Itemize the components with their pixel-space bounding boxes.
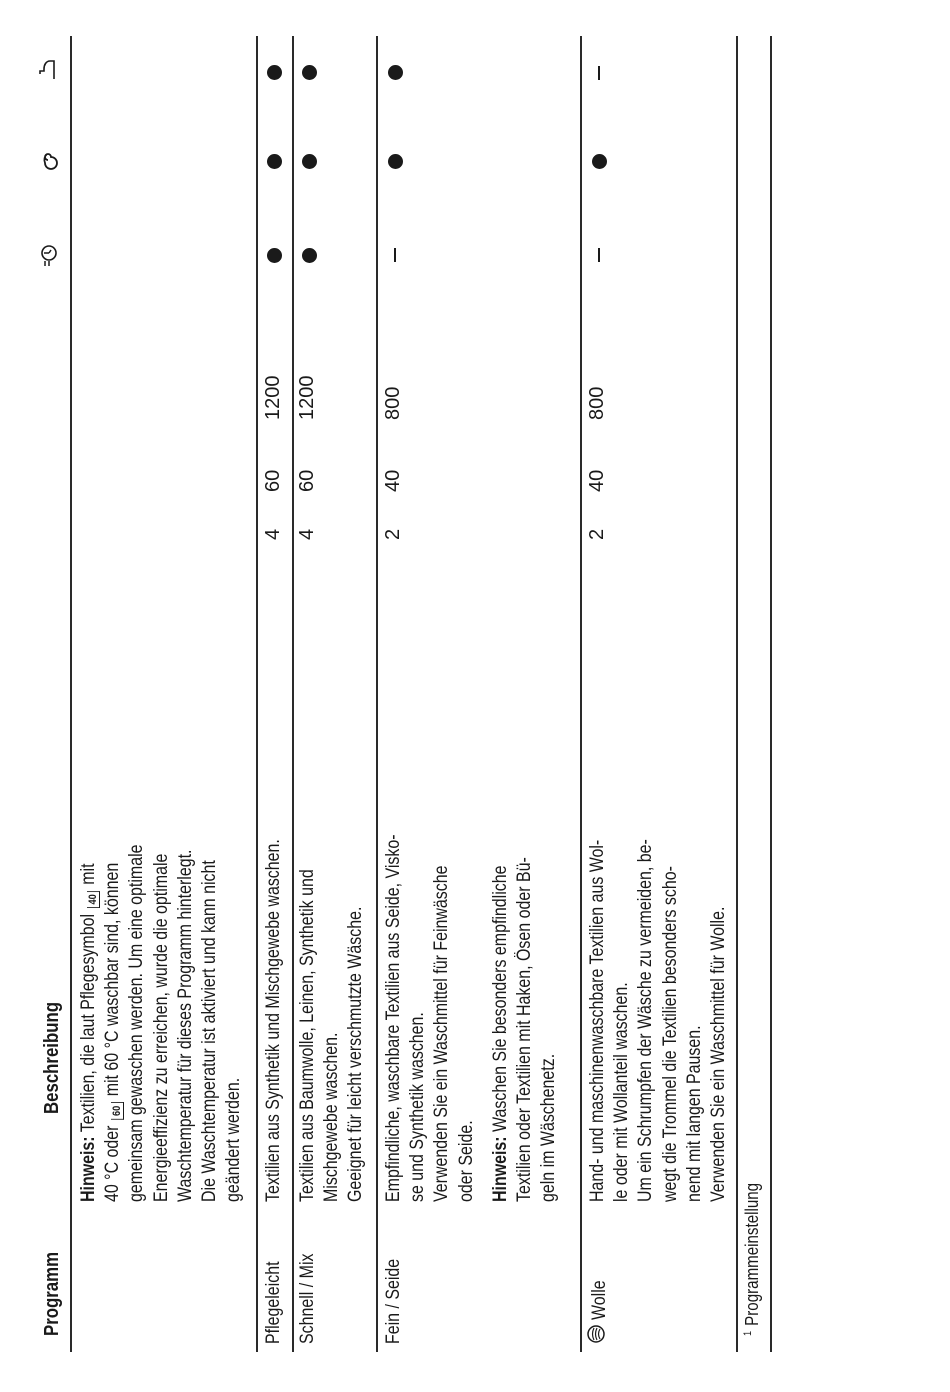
row-rule bbox=[736, 36, 738, 1352]
footnote-text: Programmeinstellung bbox=[742, 1182, 762, 1326]
program-description: Empfindliche, waschbare Textilien aus Seide, Visko- se und Synthetik waschen. Verwenden Sie ein Waschmittel für Feinwäsche oder Seide. Hinweis: Waschen Sie besonders empfindliche Textilien oder Textilien mit Haken, Ösen oder Bü- geln im Wäschenetz. bbox=[383, 834, 560, 1202]
spin-speed: 1200 bbox=[296, 375, 318, 420]
temperature: 40 bbox=[586, 469, 608, 492]
program-name-cell bbox=[586, 1273, 613, 1344]
program-description: Hand- und maschinenwaschbare Textilien aus Wol- le oder mit Wollanteil waschen. Um ein Schrumpfen der Wäsche zu vermeiden, be- wegt die Trommel die Textilien besonders scho- nend mit langen Pausen. Verwenden Sie ein Waschmittel für Wolle. bbox=[587, 839, 730, 1202]
max-load: 2 bbox=[382, 528, 404, 540]
iron-mark bbox=[388, 65, 403, 80]
wash-60-symbol: 60 bbox=[111, 1102, 124, 1119]
temperature: 60 bbox=[262, 469, 284, 492]
clock-mark bbox=[394, 248, 396, 262]
header-rule bbox=[70, 36, 72, 1352]
header-description: Beschreibung bbox=[41, 1001, 63, 1114]
footnote bbox=[742, 1183, 763, 1336]
note-label: Hinweis: bbox=[489, 1136, 511, 1202]
intro-note-label: Hinweis: bbox=[78, 1136, 99, 1202]
program-description: Textilien aus Baumwolle, Leinen, Synthetik und Mischgewebe waschen. Geeignet für leicht verschmutzte Wäsche. bbox=[297, 869, 367, 1202]
iron-mark bbox=[302, 65, 317, 80]
clock-mark bbox=[598, 248, 600, 262]
clock-mark bbox=[267, 248, 282, 263]
program-description: Textilien aus Synthetik und Mischgewebe waschen. bbox=[263, 839, 284, 1202]
temperature: 60 bbox=[296, 469, 318, 492]
max-load: 4 bbox=[262, 528, 284, 540]
spin-mark bbox=[388, 154, 403, 169]
header-program: Programm bbox=[41, 1251, 63, 1336]
iron-icon bbox=[36, 58, 65, 82]
clock-icon bbox=[36, 244, 65, 268]
spin-mark bbox=[302, 154, 317, 169]
wool-icon bbox=[586, 1324, 613, 1344]
iron-mark bbox=[267, 65, 282, 80]
max-load: 4 bbox=[296, 528, 318, 540]
row-rule bbox=[292, 36, 294, 1352]
bottom-rule bbox=[770, 36, 772, 1352]
row-rule bbox=[580, 36, 582, 1352]
spin-icon bbox=[36, 148, 65, 172]
iron-mark bbox=[598, 66, 600, 80]
spin-speed: 800 bbox=[382, 386, 404, 420]
intro-note: Hinweis: Textilien, die laut Pflegesymbol 40 mit 40 °C oder 60 mit 60 °C waschbar sind, können gemeinsam gewaschen werden. Um eine optimale Energieeffizienz zu erreichen, wurde die optimale Waschtemperatur für dieses Programm hinterlegt. Die Waschtemperatur ist aktiviert und kann nicht geändert werden. bbox=[78, 844, 245, 1202]
program-name: Pflegeleicht bbox=[263, 1261, 284, 1344]
row-rule bbox=[256, 36, 258, 1352]
program-name: Wolle bbox=[588, 1280, 610, 1320]
wash-40-symbol: 40 bbox=[87, 891, 100, 908]
row-rule bbox=[376, 36, 378, 1352]
spin-speed: 1200 bbox=[262, 375, 284, 420]
footnote-marker: 1 bbox=[742, 1330, 754, 1336]
clock-mark bbox=[302, 248, 317, 263]
program-name: Schnell / Mix bbox=[297, 1253, 318, 1344]
spin-mark bbox=[592, 154, 607, 169]
spin-mark bbox=[267, 154, 282, 169]
spin-speed: 800 bbox=[586, 386, 608, 420]
temperature: 40 bbox=[382, 469, 404, 492]
max-load: 2 bbox=[586, 528, 608, 540]
program-name: Fein / Seide bbox=[383, 1258, 404, 1344]
